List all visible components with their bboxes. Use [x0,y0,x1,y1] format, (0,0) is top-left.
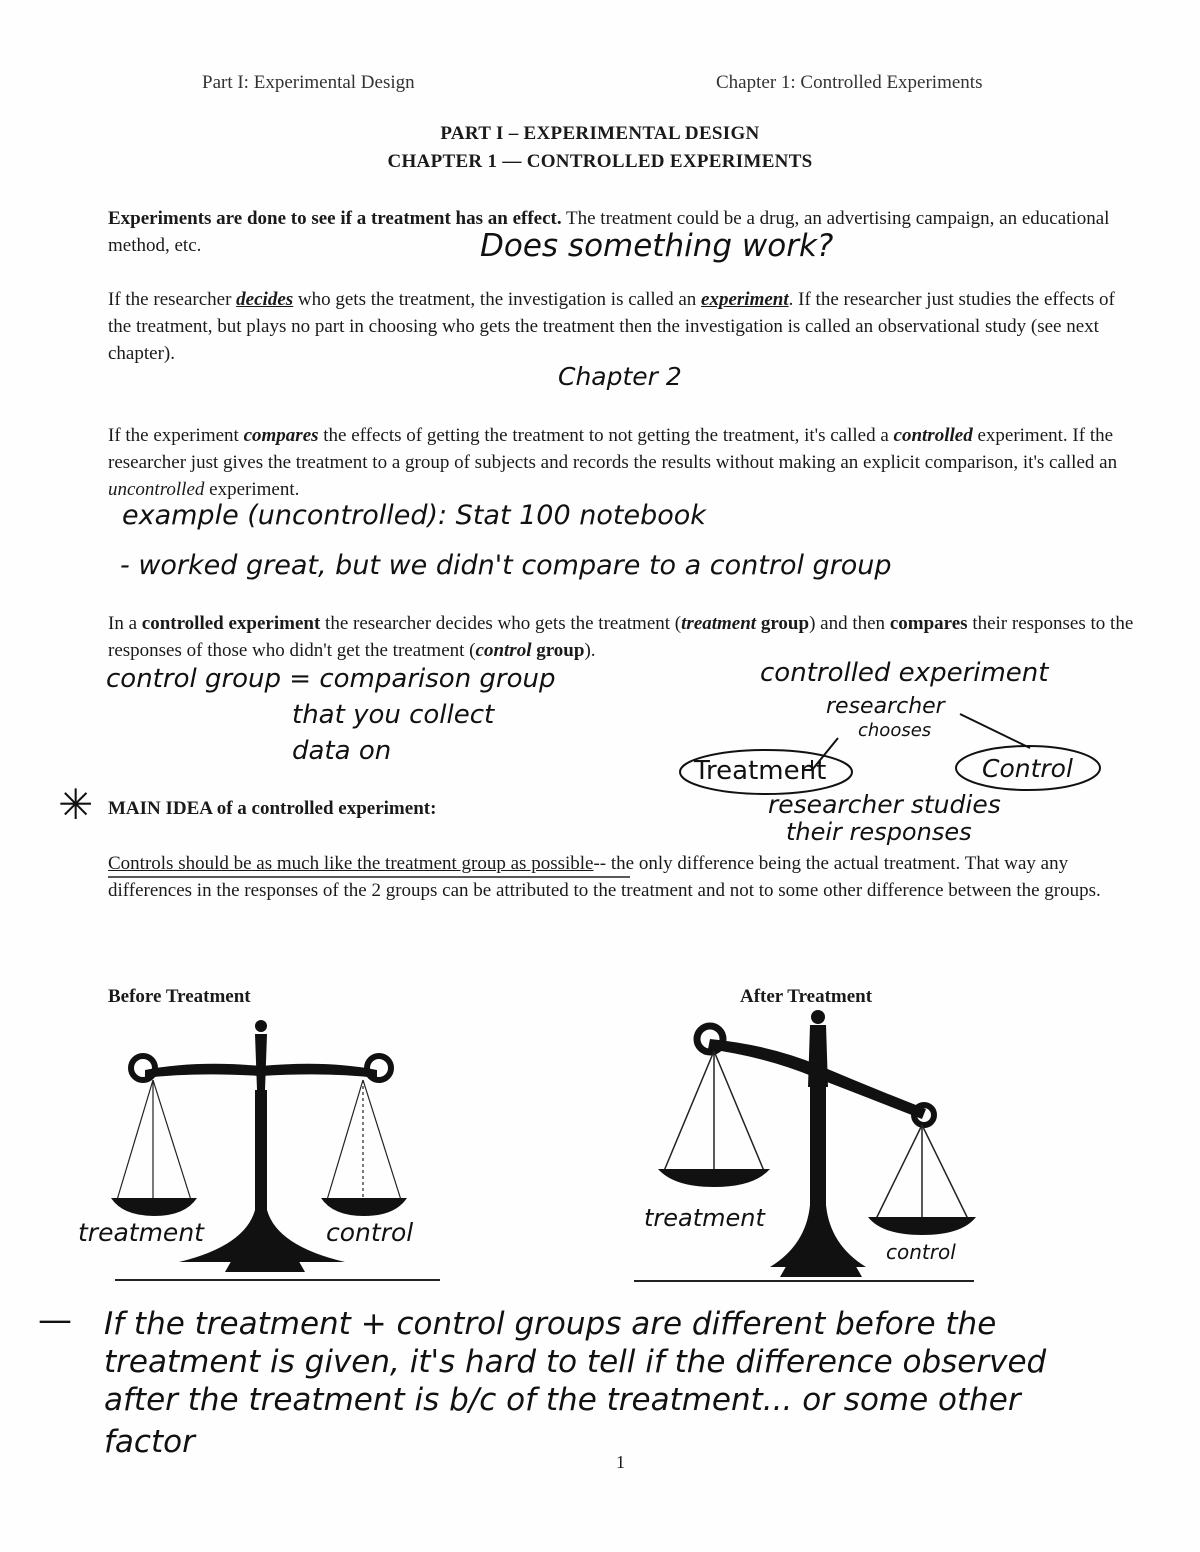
para3-text2: the effects of getting the treatment to not getting the treatment, it's called a [318,425,894,446]
main-idea-label: MAIN IDEA of a controlled experiment: [108,798,437,819]
paragraph-decides [108,286,1138,367]
para4-group2: group [531,640,585,661]
arrow-to-control [960,714,1030,748]
balanced-scale-icon [95,1010,435,1300]
main-idea-rest: -- the only difference being the actual treatment. That way any differences in the responses of the 2 groups can be attributed to the treatment and not to some other difference between the groups. [108,853,1101,901]
para3-text1: If the experiment [108,425,244,446]
footer-note-line4: factor [104,1424,195,1460]
para1-rest: The treatment could be a drug, an advertising campaign, an educational method, etc. [108,208,1110,256]
footer-dash: — [38,1300,72,1340]
paragraph-compares [108,422,1138,503]
diagram-treatment: Treatment [694,756,827,786]
note-chapter-2: Chapter 2 [558,362,682,391]
para1-bold: Experiments are done to see if a treatment has an effect. [108,208,562,229]
note-data-on: data on [292,736,392,766]
diagram-studies-line1: researcher studies [768,790,1001,819]
footer-note-line3: after the treatment is b/c of the treatment... or some other [104,1382,1021,1418]
diagram-studies-line2: their responses [786,818,972,846]
note-control-group: control group = comparison group [106,664,556,694]
note-collect: that you collect [292,700,495,730]
note-example-uncontrolled: example (uncontrolled): Stat 100 notebook [122,500,706,531]
para4-text4: their responses to the responses of those who didn't get the treatment ( [108,613,1134,661]
diagram-title: controlled experiment [760,658,1049,688]
before-control-pan-label: control [326,1218,414,1247]
para4-control: control [475,640,532,661]
para3-compares: compares [243,425,319,446]
diagram-researcher: researcher [826,694,945,719]
para3-text4: experiment. [204,479,300,500]
footer-note-line2: treatment is given, it's hard to tell if the difference observed [104,1344,1047,1380]
para2-text3: . If the researcher just studies the effects of the treatment, but plays no part in choosing who gets the treatment then the investigation is called an observational study (see next chapter). [108,289,1115,364]
para3-text3: experiment. If the researcher just gives the treatment to a group of subjects and records the results without making an explicit comparison, it's called an [108,425,1118,473]
note-does-something-work: Does something work? [480,228,834,264]
paragraph-main-idea [108,850,1138,904]
header-left: Part I: Experimental Design [202,72,415,93]
para2-text2: who gets the treatment, the investigation is called an [293,289,702,310]
para3-uncontrolled: uncontrolled [108,479,205,500]
para4-text2: the researcher decides who gets the treatment ( [320,613,682,634]
part-title: PART I – EXPERIMENTAL DESIGN [440,123,760,144]
para3-controlled: controlled [893,425,973,446]
para4-treatment: treatment [681,613,757,634]
para2-decides: decides [236,289,294,310]
para4-text1: In a [108,613,142,634]
paragraph-controlled-experiment [108,610,1138,664]
page-number: 1 [616,1452,625,1472]
star-icon: ✳ [58,780,94,829]
para4-text5: ). [584,640,596,661]
after-treatment-label: After Treatment [740,986,873,1007]
chapter-title: CHAPTER 1 — CONTROLLED EXPERIMENTS [387,151,813,172]
header-right: Chapter 1: Controlled Experiments [716,72,983,93]
after-control-pan-label: control [886,1240,956,1264]
before-treatment-label: Before Treatment [108,986,251,1007]
diagram-chooses: chooses [858,720,932,741]
after-treatment-pan-label: treatment [644,1204,765,1232]
para4-compares: compares [889,613,968,634]
para2-experiment: experiment [701,289,789,310]
before-treatment-pan-label: treatment [78,1218,204,1247]
diagram-control: Control [982,754,1073,783]
footer-note-line1: If the treatment + control groups are different before the [104,1306,997,1342]
note-worked-great: - worked great, but we didn't compare to a control group [120,550,892,581]
para4-text3: ) and then [809,613,890,634]
main-idea-underlined: Controls should be as much like the treatment group as possible [108,853,594,874]
para4-group1: group [756,613,810,634]
para4-controlled-experiment: controlled experiment [141,613,321,634]
para2-text1: If the researcher [108,289,237,310]
